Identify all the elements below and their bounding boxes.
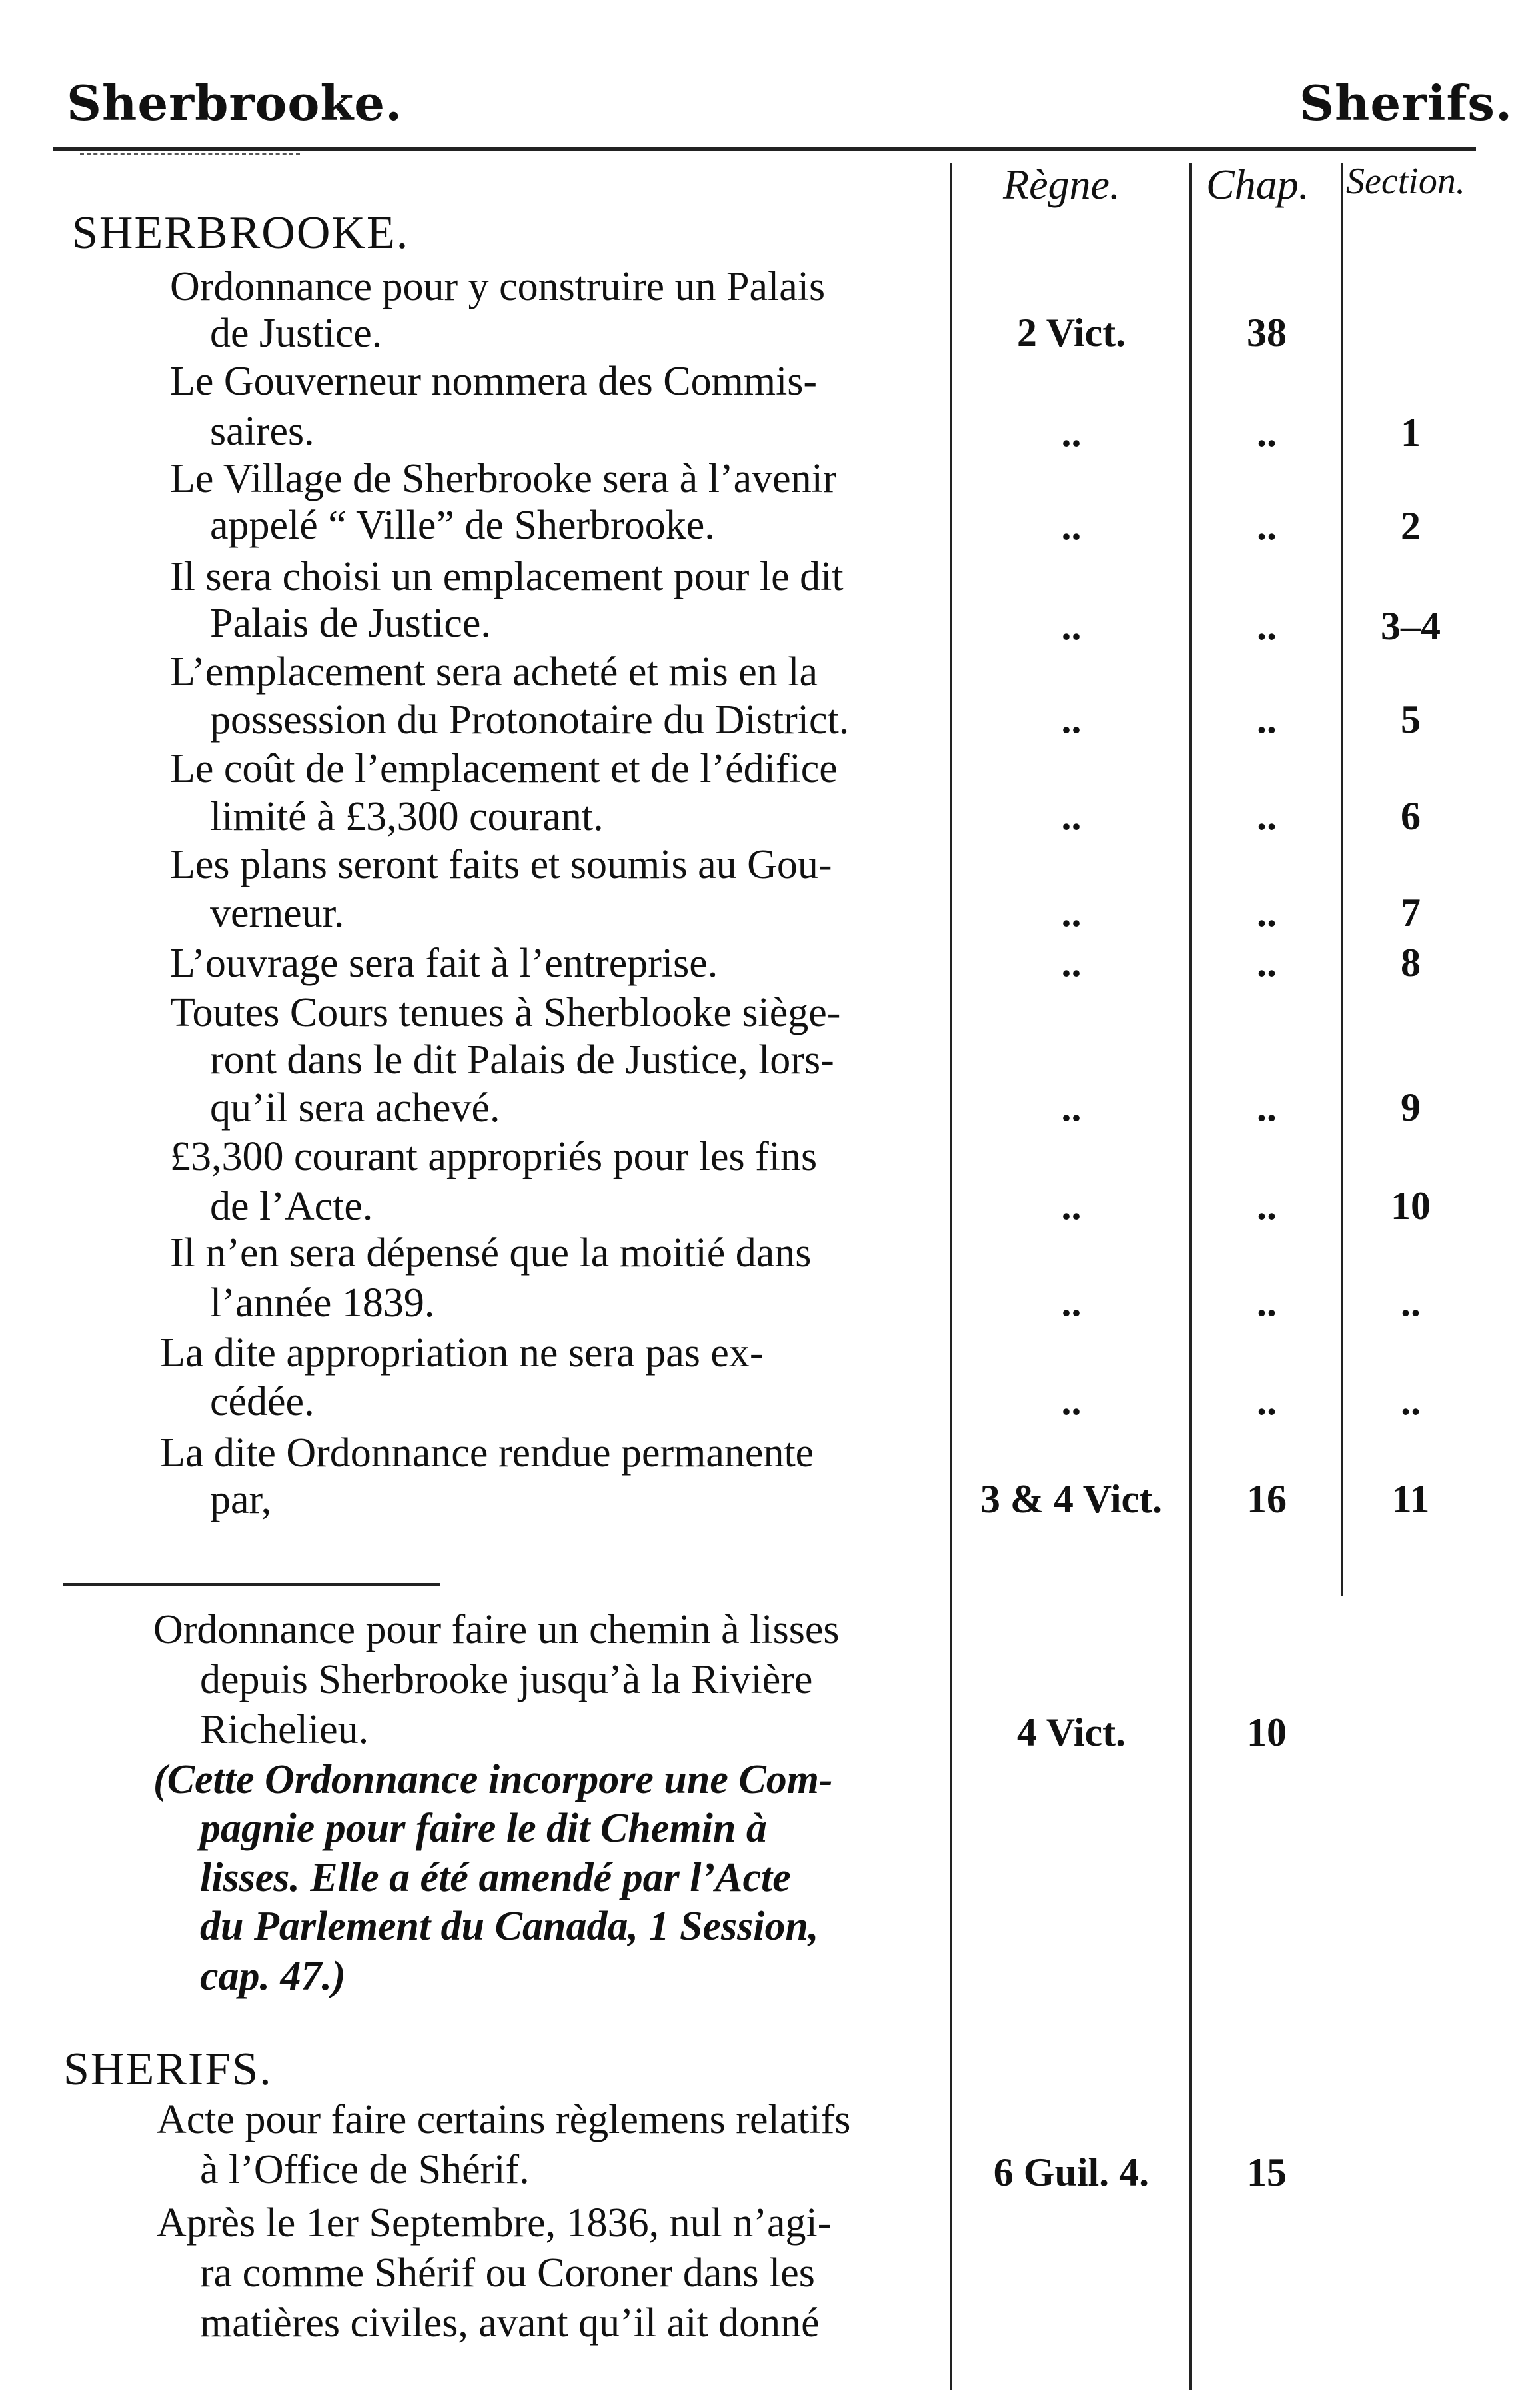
entry-line: Toutes Cours tenues à Sherblooke siège- bbox=[170, 990, 841, 1035]
entry-line: Il n’en sera dépensé que la moitié dans bbox=[170, 1230, 812, 1276]
column-divider-regne bbox=[950, 163, 952, 2390]
entry-line: Richelieu. bbox=[200, 1707, 369, 1752]
entry-line: verneur. bbox=[210, 891, 345, 936]
reference-section: 5 bbox=[1401, 697, 1421, 741]
entry-line: qu’il sera achevé. bbox=[210, 1085, 500, 1131]
reference-section: 9 bbox=[1401, 1085, 1421, 1129]
entry-line: La dite Ordonnance rendue permanente bbox=[160, 1430, 814, 1476]
reference-regne: .. bbox=[1061, 794, 1082, 838]
entry-line: de l’Acte. bbox=[210, 1184, 373, 1229]
note-line: du Parlement du Canada, 1 Session, bbox=[200, 1904, 819, 1949]
entry-line: Le Gouverneur nommera des Commis- bbox=[170, 359, 818, 404]
reference-chap: .. bbox=[1257, 697, 1277, 741]
sherifs-regne: 6 Guil. 4. bbox=[993, 2150, 1150, 2194]
reference-regne: .. bbox=[1061, 604, 1082, 648]
reference-section: .. bbox=[1401, 1379, 1421, 1423]
entry-line: Acte pour faire certains règlemens relatifs bbox=[157, 2097, 851, 2142]
reference-chap: .. bbox=[1257, 1085, 1277, 1129]
note-line: (Cette Ordonnance incorpore une Com- bbox=[153, 1757, 833, 1802]
entry-line: L’emplacement sera acheté et mis en la bbox=[170, 649, 818, 695]
reference-section: 10 bbox=[1391, 1184, 1431, 1228]
reference-regne: .. bbox=[1061, 1379, 1082, 1423]
section-separator bbox=[63, 1583, 440, 1586]
entry-line: par, bbox=[210, 1477, 272, 1522]
entry-line: Palais de Justice. bbox=[210, 601, 491, 646]
reference-chap: .. bbox=[1257, 604, 1277, 648]
reference-section: 7 bbox=[1401, 891, 1421, 935]
reference-section: 1 bbox=[1401, 411, 1421, 455]
entry-line: à l’Office de Shérif. bbox=[200, 2147, 530, 2192]
entry-line: depuis Sherbrooke jusqu’à la Rivière bbox=[200, 1657, 813, 1702]
reference-section: 3–4 bbox=[1381, 604, 1441, 648]
entry-line: Après le 1er Septembre, 1836, nul n’agi- bbox=[157, 2200, 832, 2246]
column-header-section: Section. bbox=[1346, 161, 1465, 202]
entry-line: matières civiles, avant qu’il ait donné bbox=[200, 2300, 820, 2346]
reference-chap: .. bbox=[1257, 941, 1277, 985]
reference-chap: .. bbox=[1257, 1379, 1277, 1423]
chemin-regne: 4 Vict. bbox=[1016, 1710, 1126, 1754]
note-line: cap. 47.) bbox=[200, 1954, 346, 1999]
reference-chap: .. bbox=[1257, 891, 1277, 935]
entry-line: Ordonnance pour y construire un Palais bbox=[170, 264, 826, 309]
note-line: lisses. Elle a été amendé par l’Acte bbox=[200, 1855, 791, 1900]
entry-line: Le Village de Sherbrooke sera à l’avenir bbox=[170, 456, 837, 501]
running-header-right: Sherifs. bbox=[1299, 75, 1513, 131]
reference-regne: .. bbox=[1061, 697, 1082, 741]
column-header-chap: Chap. bbox=[1206, 161, 1309, 208]
reference-regne: .. bbox=[1061, 941, 1082, 985]
reference-chap: .. bbox=[1257, 1280, 1277, 1324]
reference-chap: .. bbox=[1257, 1184, 1277, 1228]
reference-section: 11 bbox=[1391, 1477, 1430, 1521]
reference-section: .. bbox=[1401, 1280, 1421, 1324]
section-title-sherbrooke: SHERBROOKE. bbox=[72, 207, 410, 259]
note-line: pagnie pour faire le dit Chemin à bbox=[200, 1806, 767, 1851]
reference-regne: .. bbox=[1061, 504, 1082, 548]
entry-line: de Justice. bbox=[210, 311, 383, 356]
entry-line: Le coût de l’emplacement et de l’édifice bbox=[170, 746, 838, 791]
entry-line: saires. bbox=[210, 409, 315, 454]
entry-line: l’année 1839. bbox=[210, 1280, 435, 1326]
reference-section: 2 bbox=[1401, 504, 1421, 548]
entry-line: ra comme Shérif ou Coroner dans les bbox=[200, 2250, 815, 2296]
entry-line: ront dans le dit Palais de Justice, lors- bbox=[210, 1037, 834, 1083]
entry-line: limité à £3,300 courant. bbox=[210, 794, 604, 839]
entry-line: L’ouvrage sera fait à l’entreprise. bbox=[170, 941, 718, 986]
entry-line: cédée. bbox=[210, 1379, 315, 1424]
reference-chap: .. bbox=[1257, 504, 1277, 548]
column-divider-section bbox=[1341, 163, 1343, 1596]
header-rule bbox=[53, 147, 1476, 151]
reference-regne: .. bbox=[1061, 1184, 1082, 1228]
reference-chap: 38 bbox=[1247, 311, 1287, 355]
entry-line: Il sera choisi un emplacement pour le dit bbox=[170, 554, 844, 599]
column-header-regne: Règne. bbox=[1003, 161, 1120, 208]
reference-section: 8 bbox=[1401, 941, 1421, 985]
entry-line: Les plans seront faits et soumis au Gou- bbox=[170, 842, 832, 887]
reference-regne: 3 & 4 Vict. bbox=[980, 1477, 1163, 1521]
column-divider-chap bbox=[1189, 163, 1192, 2390]
reference-chap: .. bbox=[1257, 794, 1277, 838]
reference-regne: .. bbox=[1061, 1085, 1082, 1129]
reference-chap: .. bbox=[1257, 411, 1277, 455]
entry-line: La dite appropriation ne sera pas ex- bbox=[160, 1330, 764, 1376]
reference-regne: .. bbox=[1061, 891, 1082, 935]
entry-line: Ordonnance pour faire un chemin à lisses bbox=[153, 1607, 840, 1652]
entry-line: £3,300 courant appropriés pour les fins bbox=[170, 1134, 818, 1179]
section-title-sherifs: SHERIFS. bbox=[63, 2044, 273, 2095]
entry-line: appelé “ Ville” de Sherbrooke. bbox=[210, 503, 715, 548]
header-rule-dashed bbox=[80, 153, 300, 155]
reference-regne: .. bbox=[1061, 1280, 1082, 1324]
reference-chap: 16 bbox=[1247, 1477, 1287, 1521]
entry-line: possession du Protonotaire du District. bbox=[210, 697, 850, 743]
reference-regne: 2 Vict. bbox=[1016, 311, 1126, 355]
sherifs-chap: 15 bbox=[1247, 2150, 1287, 2194]
running-header-left: Sherbrooke. bbox=[67, 75, 403, 131]
chemin-chap: 10 bbox=[1247, 1710, 1287, 1754]
reference-section: 6 bbox=[1401, 794, 1421, 838]
reference-regne: .. bbox=[1061, 411, 1082, 455]
